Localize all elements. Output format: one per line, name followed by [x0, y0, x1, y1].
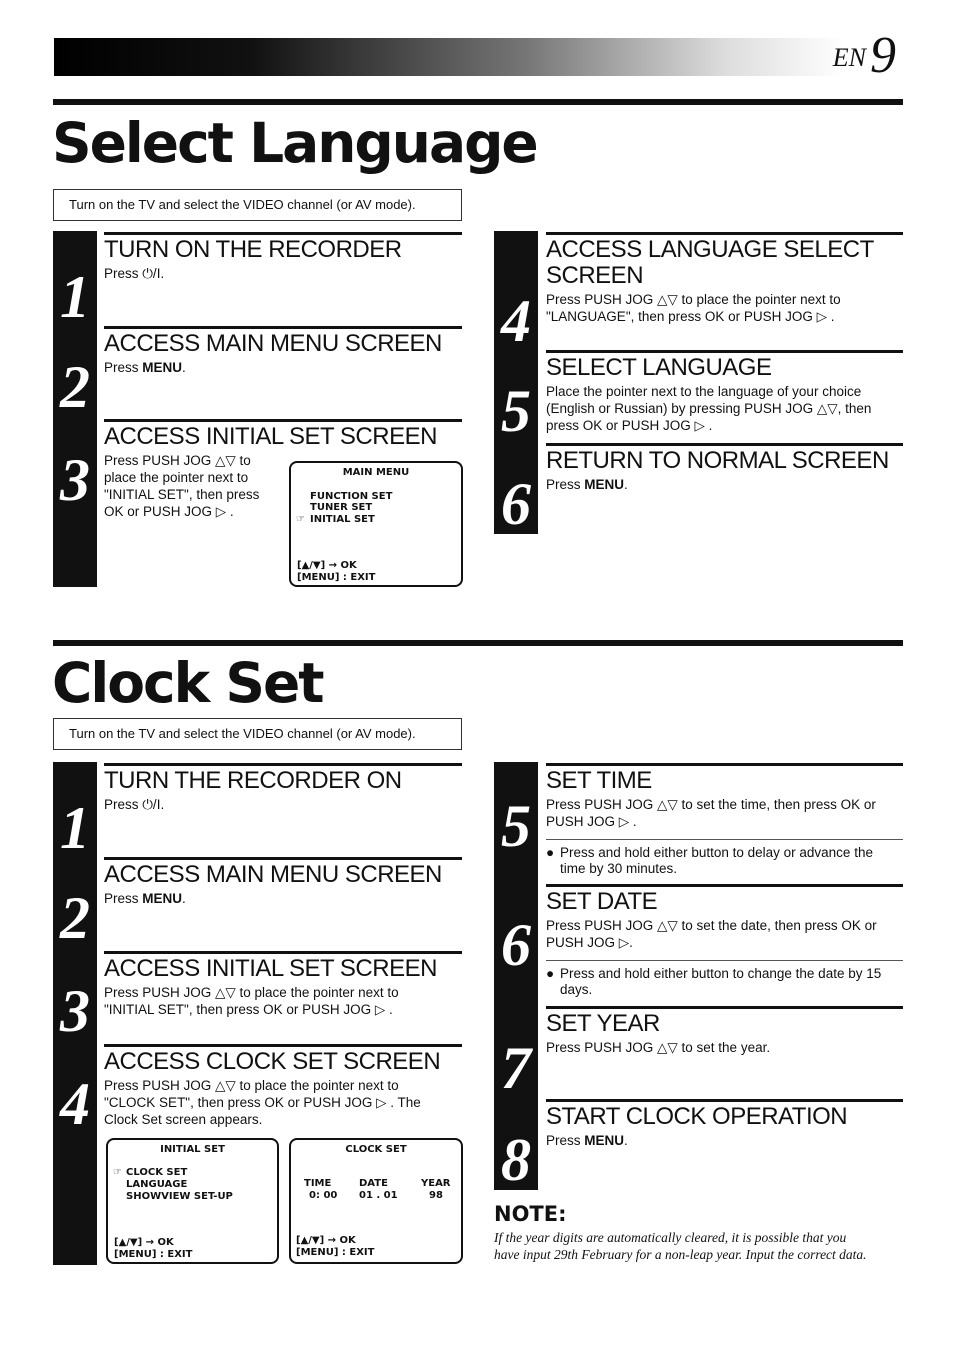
initial-set-osd [106, 1138, 279, 1264]
section-rule [53, 640, 903, 646]
section-rule [53, 99, 903, 105]
step-heading: ACCESS MAIN MENU SCREEN [104, 861, 442, 888]
tv-note-box: Turn on the TV and select the VIDEO channel (or AV mode). [53, 718, 462, 750]
step-body: Press MENU. [104, 891, 186, 906]
osd-label-time: TIME [304, 1178, 332, 1189]
step-heading: ACCESS MAIN MENU SCREEN [104, 330, 442, 357]
step-number-3: 3 [60, 447, 90, 513]
osd-title: MAIN MENU [342, 467, 410, 478]
step-number-bar [53, 231, 97, 587]
step-body: Press PUSH JOG △▽ to place the pointer next to "INITIAL SET", then press OK or PUSH JOG ▷ . [104, 453, 260, 519]
step-number-5: 5 [501, 793, 531, 859]
step-number-3: 3 [60, 978, 90, 1044]
step-6 [546, 443, 903, 493]
step-number-5: 5 [501, 378, 531, 444]
osd-item: SHOWVIEW SET-UP [126, 1191, 233, 1202]
step-heading: SET DATE [546, 888, 658, 915]
step-heading: ACCESS INITIAL SET SCREEN [104, 955, 437, 982]
bullet-icon: ● [546, 845, 555, 860]
osd-value-date: 01 . 01 [359, 1190, 398, 1201]
pointer-icon: ☞ [296, 514, 305, 525]
osd-value-year: 98 [429, 1190, 443, 1201]
step-body: Press MENU. [546, 477, 628, 492]
step-7 [546, 1006, 903, 1056]
step-number-6: 6 [501, 912, 531, 978]
header-gradient-bar [54, 38, 844, 76]
step-number-2: 2 [60, 354, 90, 420]
section-title-clock-set: Clock Set [52, 651, 323, 715]
osd-label-year: YEAR [421, 1178, 451, 1189]
bullet-icon: ● [546, 966, 555, 981]
page-number [832, 27, 896, 84]
step-8 [546, 1099, 903, 1149]
section-title-select-language: Select Language [52, 111, 537, 175]
step-2 [104, 326, 462, 376]
step-heading: SELECT LANGUAGE [546, 354, 772, 381]
step-number-4: 4 [501, 288, 531, 354]
tv-note-box: Turn on the TV and select the VIDEO channel (or AV mode). [53, 189, 462, 221]
osd-exit-hint: [MENU] : EXIT [114, 1249, 193, 1260]
step-number-1: 1 [60, 264, 90, 330]
osd-title: CLOCK SET [345, 1144, 407, 1155]
step-heading: ACCESS INITIAL SET SCREEN [104, 423, 437, 450]
osd-nav-hint: [▲/▼] → OK [296, 1235, 356, 1246]
step-1 [104, 763, 462, 813]
step-body: Press MENU. [546, 1133, 628, 1148]
step-5 [546, 350, 903, 434]
step-heading: ACCESS CLOCK SET SCREEN [104, 1048, 441, 1075]
main-menu-osd [289, 461, 463, 587]
step-heading: SET TIME [546, 767, 652, 794]
osd-exit-hint: [MENU] : EXIT [297, 572, 376, 583]
step-number-1: 1 [60, 795, 90, 861]
bullet-note: ● Press and hold either button to delay or advance the time by 30 minutes. [546, 839, 903, 877]
osd-nav-hint: [▲/▼] → OK [114, 1237, 174, 1248]
step-number-4: 4 [60, 1071, 90, 1137]
bullet-note: ● Press and hold either button to change the date by 15 days. [546, 960, 903, 998]
osd-label-date: DATE [359, 1178, 388, 1189]
step-body: Press ⏻/I. [104, 266, 165, 281]
step-body: Press PUSH JOG △▽ to set the time, then press OK or PUSH JOG ▷ . [546, 797, 876, 829]
clock-set-osd [289, 1138, 463, 1264]
step-number-7: 7 [501, 1035, 531, 1101]
step-heading: TURN ON THE RECORDER [104, 236, 402, 263]
step-heading: ACCESS LANGUAGE SELECT SCREEN [546, 236, 874, 289]
step-body: Press PUSH JOG △▽ to set the date, then press OK or PUSH JOG ▷. [546, 918, 877, 950]
osd-exit-hint: [MENU] : EXIT [296, 1247, 375, 1258]
pointer-icon: ☞ [113, 1167, 122, 1178]
osd-value-time: 0: 00 [309, 1190, 338, 1201]
step-number-8: 8 [501, 1127, 531, 1193]
step-body: Press PUSH JOG △▽ to set the year. [546, 1040, 771, 1055]
note-text: If the year digits are automatically cleared, it is possible that you have input 29th February for a non-leap year. Input the correct data. [494, 1230, 867, 1262]
step-body: Press PUSH JOG △▽ to place the pointer next to "INITIAL SET", then press OK or PUSH JOG ▷ . [104, 985, 399, 1017]
step-body: Press PUSH JOG △▽ to place the pointer next to "CLOCK SET", then press OK or PUSH JOG ▷ . The Clock Set screen appears. [104, 1078, 421, 1127]
step-4 [104, 1044, 462, 1128]
osd-item: FUNCTION SET [310, 491, 393, 502]
step-heading: TURN THE RECORDER ON [104, 767, 402, 794]
step-4 [546, 232, 903, 325]
step-heading: START CLOCK OPERATION [546, 1103, 848, 1130]
page-number-value: 9 [870, 27, 896, 84]
step-number-bar [53, 762, 97, 1265]
osd-item: CLOCK SET [126, 1167, 188, 1178]
note-heading: NOTE: [494, 1202, 567, 1226]
osd-title: INITIAL SET [160, 1144, 225, 1155]
step-heading: RETURN TO NORMAL SCREEN [546, 447, 889, 474]
step-body: Press ⏻/I. [104, 797, 165, 812]
step-body: Press PUSH JOG △▽ to place the pointer next to "LANGUAGE", then press OK or PUSH JOG ▷ . [546, 292, 841, 324]
osd-item: TUNER SET [310, 502, 373, 513]
step-heading: SET YEAR [546, 1010, 660, 1037]
osd-nav-hint: [▲/▼] → OK [297, 560, 357, 571]
step-1 [104, 232, 462, 282]
step-body: Place the pointer next to the language of your choice (English or Russian) by pressing PUSH JOG △▽, then press OK or PUSH JOG ▷ . [546, 384, 872, 433]
osd-item: LANGUAGE [126, 1179, 188, 1190]
osd-item: INITIAL SET [310, 514, 375, 525]
step-6 [546, 884, 903, 951]
step-number-2: 2 [60, 885, 90, 951]
step-body: Press MENU. [104, 360, 186, 375]
language-code: EN [832, 43, 866, 72]
step-number-6: 6 [501, 471, 531, 537]
step-2 [104, 857, 462, 907]
step-number-bar [494, 762, 538, 1193]
step-3 [104, 951, 462, 1018]
step-5 [546, 763, 903, 830]
step-number-bar [494, 231, 538, 537]
